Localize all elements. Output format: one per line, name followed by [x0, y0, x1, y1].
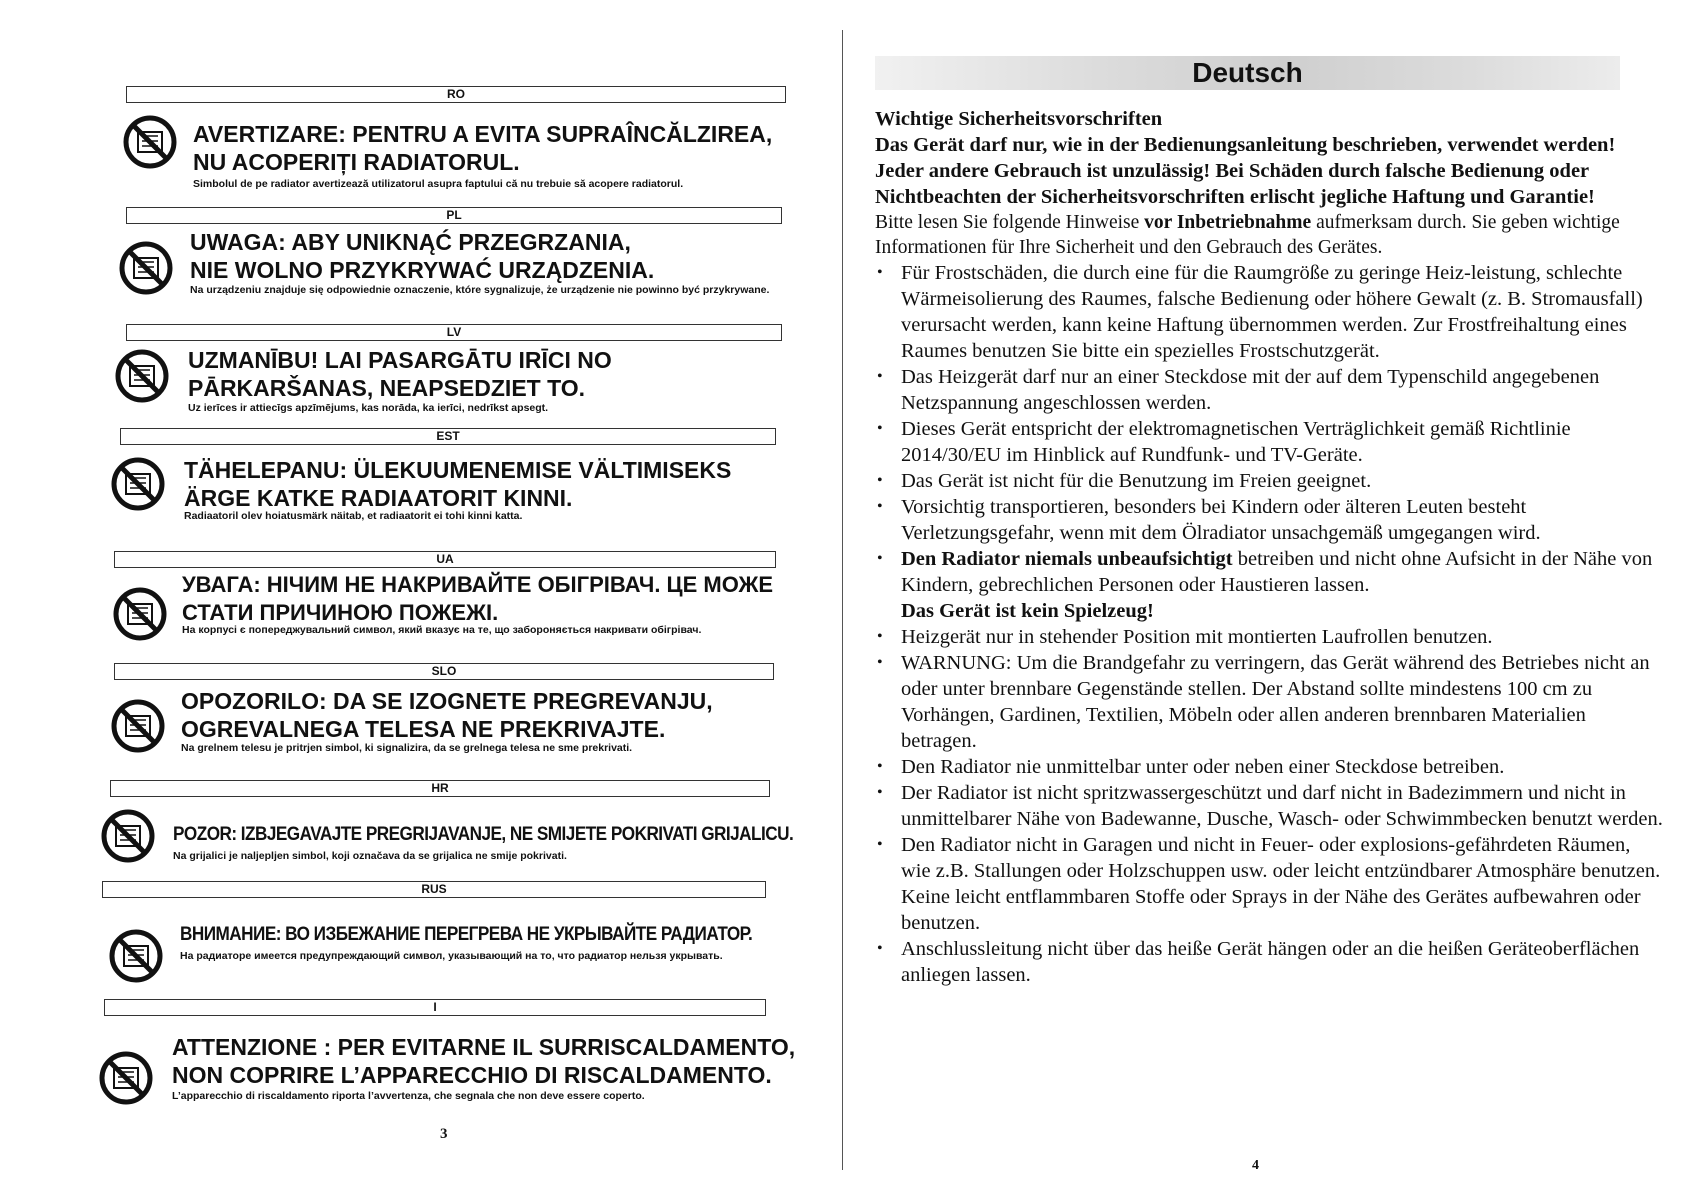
list-item: • Der Radiator ist nicht spritzwassergeschützt und darf nicht in Badezimmern und nicht in unmittelbarer Nähe von Badewanne, Dusche, Wasch- oder Schwimmbecken benutzt werden. — [875, 780, 1665, 832]
warning-subtext: Na urządzeniu znajduje się odpowiednie oznaczenie, które sygnalizuje, że urządzenie nie powinno być przykrywane. — [190, 284, 770, 296]
page-number: 3 — [440, 1126, 448, 1142]
left-page — [0, 0, 840, 1190]
warning-subtext: Na grijalici je naljepljen simbol, koji označava da se grijalica ne smije pokrivati. — [173, 850, 567, 862]
lang-bar-rus: RUS — [102, 881, 766, 898]
do-not-cover-icon — [118, 240, 174, 296]
warning-title: UZMANĪBU! LAI PASARGĀTU IRĪCI NO PĀRKARŠANAS, NEAPSEDZIET TO. — [188, 347, 612, 401]
list-item: • Anschlussleitung nicht über das heiße Gerät hängen oder an die heißen Geräteoberflächen anliegen lassen. — [875, 936, 1665, 988]
section-heading: Wichtige Sicherheitsvorschriften — [875, 108, 1163, 130]
language-label: Deutsch — [1192, 57, 1303, 88]
lang-bar-slo: SLO — [114, 663, 774, 680]
list-item: • Den Radiator niemals unbeaufsichtigt betreiben und nicht ohne Aufsicht in der Nähe von Kindern, gebrechlichen Personen oder Haustieren lassen. Das Gerät ist kein Spielzeug! — [875, 546, 1665, 624]
warning-title: УВАГА: НІЧИМ НЕ НАКРИВАЙТЕ ОБІГРІВАЧ. ЦЕ МОЖЕ СТАТИ ПРИЧИНОЮ ПОЖЕЖІ. — [182, 572, 774, 625]
warning-paragraph: Das Gerät darf nur, wie in der Bedienungsanleitung beschrieben, verwendet werden! Jeder andere Gebrauch ist unzulässig! Bei Schäden durch falsche Bedienung oder Nichtbeachten der Sicherheitsvorschriften erlischt jegliche Haftung und Garantie! — [875, 134, 1616, 208]
lang-bar-ro: RO — [126, 86, 786, 103]
warning-title: OPOZORILO: DA SE IZOGNETE PREGREVANJU, OGREVALNEGA TELESA NE PREKRIVAJTE. — [181, 688, 713, 742]
lang-bar-est: EST — [120, 428, 776, 445]
do-not-cover-icon — [98, 1050, 154, 1106]
warning-subtext: На радиаторе имеется предупреждающий символ, указывающий на то, что радиатор нельзя укрывать. — [180, 950, 723, 962]
list-item: • WARNUNG: Um die Brandgefahr zu verringern, das Gerät während des Betriebes nicht an oder unter brennbare Gegenstände stellen. Der Abstand sollte mindestens 100 cm zu Vorhängen, Gardinen, Textilien, Möbeln oder allen anderen brennbaren Materialien betragen. — [875, 650, 1665, 754]
lang-bar-hr: HR — [110, 780, 770, 797]
list-item: • Den Radiator nicht in Garagen und nicht in Feuer- oder explosions-gefährdeten Räumen, wie z.B. Stallungen oder Holzschuppen usw. oder leicht entzündbarer Atmosphäre benutzen. Keine leicht entflammbaren Stoffe oder Sprays in der Nähe des Gerätes aufbewahren oder benutzen. — [875, 832, 1665, 936]
list-item: • Das Gerät ist nicht für die Benutzung im Freien geeignet. — [875, 468, 1665, 494]
language-header — [875, 56, 1620, 90]
list-item: • Vorsichtig transportieren, besonders bei Kindern oder älteren Leuten besteht Verletzungsgefahr, wenn mit dem Ölradiator unsachgemäß umgegangen wird. — [875, 494, 1665, 546]
safety-text — [875, 106, 1665, 988]
warning-title: TÄHELEPANU: ÜLEKUUMENEMISE VÄLTIMISEKS ÄRGE KATKE RADIAATORIT KINNI. — [184, 457, 732, 511]
do-not-cover-icon — [110, 456, 166, 512]
lang-bar-i: I — [104, 999, 766, 1016]
page-number: 4 — [1252, 1158, 1259, 1173]
warning-subtext: Radiaatoril olev hoiatusmärk näitab, et radiaatorit ei tohi kinni katta. — [184, 510, 523, 522]
lang-bar-pl: PL — [126, 207, 782, 224]
list-item: • Das Heizgerät darf nur an einer Steckdose mit der auf dem Typenschild angegebenen Netzspannung angeschlossen werden. — [875, 364, 1665, 416]
list-item: • Dieses Gerät entspricht der elektromagnetischen Verträglichkeit gemäß Richtlinie 2014/30/EU im Hinblick auf Rundfunk- und TV-Geräte. — [875, 416, 1665, 468]
do-not-cover-icon — [112, 586, 168, 642]
do-not-cover-icon — [114, 348, 170, 404]
do-not-cover-icon — [108, 928, 164, 984]
warning-subtext: Na grelnem telesu je pritrjen simbol, ki signalizira, da se grelnega telesa ne sme prekrivati. — [181, 742, 633, 754]
safety-list — [875, 260, 1665, 988]
warning-title: UWAGA: ABY UNIKNĄĆ PRZEGRZANIA, NIE WOLNO PRZYKRYWAĆ URZĄDZENIA. — [190, 229, 655, 283]
warning-title: POZOR: IZBJEGAVAJTE PREGRIJAVANJE, NE SMIJETE POKRIVATI GRIJALICU. — [173, 823, 794, 845]
warning-title: ВНИМАНИЕ: ВО ИЗБЕЖАНИЕ ПЕРЕГРЕВА НЕ УКРЫВАЙТЕ РАДИАТОР. — [180, 923, 753, 945]
do-not-cover-icon — [100, 808, 156, 864]
lang-bar-lv: LV — [126, 324, 782, 341]
warning-subtext: На корпусі є попереджувальний символ, який вказує на те, що забороняється накривати обігрівач. — [182, 624, 702, 636]
warning-subtext: Simbolul de pe radiator avertizează utilizatorul asupra faptului că nu trebuie să acopere radiatorul. — [193, 178, 684, 190]
intro-paragraph: Bitte lesen Sie folgende Hinweise vor Inbetriebnahme aufmerksam durch. Sie geben wichtige Informationen für Ihre Sicherheit und den Gebrauch des Gerätes. — [875, 212, 1620, 258]
right-page — [860, 0, 1682, 1190]
list-item: • Den Radiator nie unmittelbar unter oder neben einer Steckdose betreiben. — [875, 754, 1665, 780]
do-not-cover-icon — [110, 698, 166, 754]
page-divider — [842, 30, 843, 1170]
warning-title: ATTENZIONE : PER EVITARNE IL SURRISCALDAMENTO, NON COPRIRE L’APPARECCHIO DI RISCALDAMENTO. — [172, 1034, 796, 1088]
warning-subtext: Uz ierīces ir attiecīgs apzīmējums, kas norāda, ka ierīci, nedrīkst apsegt. — [188, 402, 549, 414]
warning-subtext: L’apparecchio di riscaldamento riporta l’avvertenza, che segnala che non deve essere coperto. — [172, 1090, 645, 1102]
list-item: • Für Frostschäden, die durch eine für die Raumgröße zu geringe Heiz-leistung, schlechte Wärmeisolierung des Raumes, falsche Bedienung oder höhere Gewalt (z. B. Stromausfall) verursacht werden, kann keine Haftung übernommen werden. Zur Frostfreihaltung eines Raumes benutzen Sie bitte ein spezielles Frostschutzgerät. — [875, 260, 1665, 364]
list-item: • Heizgerät nur in stehender Position mit montierten Laufrollen benutzen. — [875, 624, 1665, 650]
lang-bar-ua: UA — [114, 551, 776, 568]
warning-title: AVERTIZARE: PENTRU A EVITA SUPRAÎNCĂLZIREA, NU ACOPERIȚI RADIATORUL. — [193, 121, 773, 175]
do-not-cover-icon — [122, 114, 178, 170]
